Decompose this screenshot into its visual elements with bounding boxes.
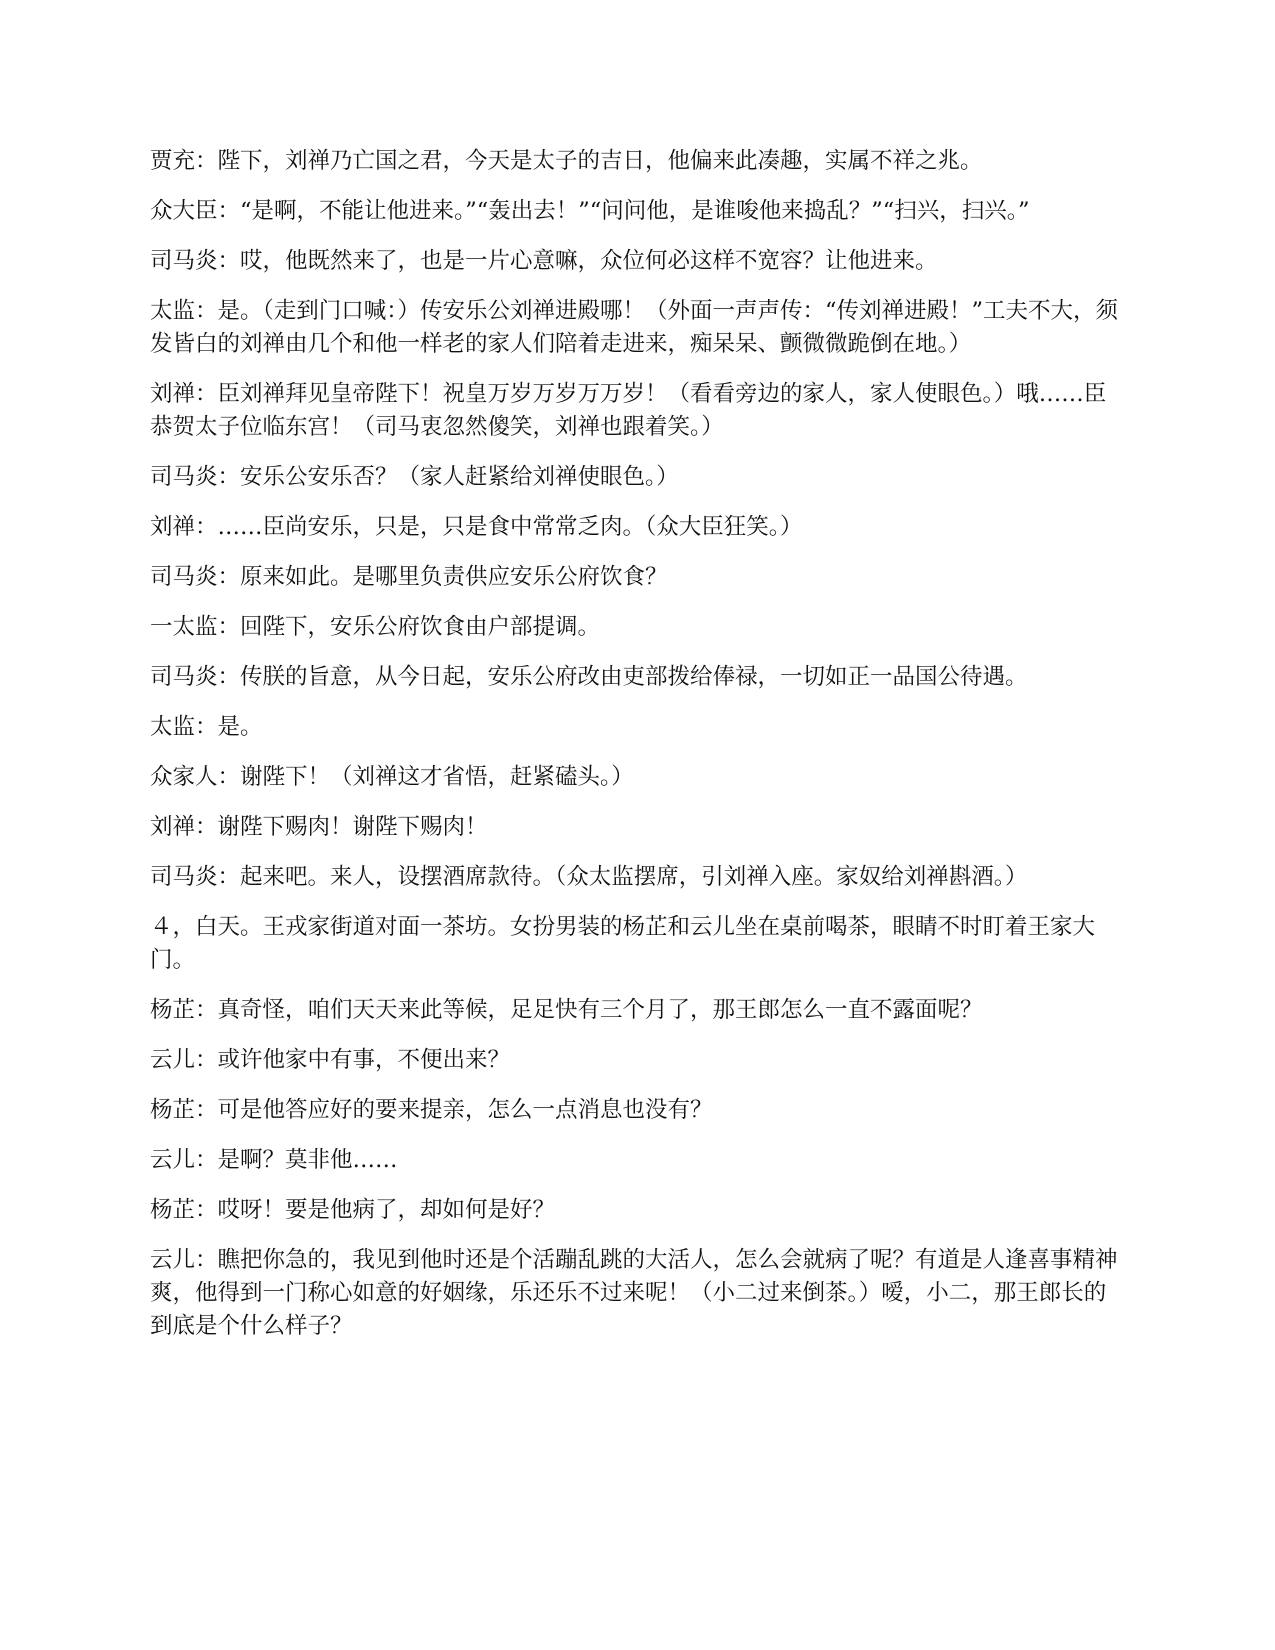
dialogue-paragraph: 刘禅：臣刘禅拜见皇帝陛下！祝皇万岁万岁万万岁！（看看旁边的家人，家人使眼色。）哦……臣恭贺太子位临东宫！（司马衷忽然傻笑，刘禅也跟着笑。） (150, 381, 1107, 440)
dialogue-paragraph: 云儿：或许他家中有事，不便出来？ (150, 1047, 511, 1073)
dialogue-paragraph: 贾充：陛下，刘禅乃亡国之君，今天是太子的吉日，他偏来此凑趣，实属不祥之兆。 (150, 148, 983, 174)
dialogue-paragraph: 司马炎：原来如此。是哪里负责供应安乐公府饮食？ (150, 564, 668, 590)
dialogue-paragraph: 众大臣：“是啊，不能让他进来。”“轰出去！”“问问他，是谁唆他来捣乱？”“扫兴，扫兴。” (150, 198, 1030, 224)
dialogue-paragraph: 云儿：瞧把你急的，我见到他时还是个活蹦乱跳的大活人，怎么会就病了呢？有道是人逢喜事精神爽，他得到一门称心如意的好姻缘，乐还乐不过来呢！（小二过来倒茶。）嗳，小二，那王郎长的到底是个什么样子？ (150, 1247, 1118, 1339)
dialogue-paragraph: 杨芷：哎呀！要是他病了，却如何是好？ (150, 1197, 556, 1223)
dialogue-paragraph: 一太监：回陛下，安乐公府饮食由户部提调。 (150, 614, 601, 640)
dialogue-paragraph: 太监：是。（走到门口喊：）传安乐公刘禅进殿哪！（外面一声声传：“传刘禅进殿！”工夫不大，须发皆白的刘禅由几个和他一样老的家人们陪着走进来，痴呆呆、颤微微跪倒在地。） (150, 298, 1119, 357)
scene-heading-paragraph: ４，白天。王戎家街道对面一茶坊。女扮男装的杨芷和云儿坐在桌前喝茶，眼睛不时盯着王家大门。 (150, 914, 1096, 973)
dialogue-paragraph: 众家人：谢陛下！（刘禅这才省悟，赶紧磕头。） (150, 764, 634, 790)
dialogue-paragraph: 杨芷：可是他答应好的要来提亲，怎么一点消息也没有？ (150, 1097, 713, 1123)
dialogue-paragraph: 云儿：是啊？莫非他…… (150, 1147, 398, 1173)
dialogue-paragraph: 刘禅：……臣尚安乐，只是，只是食中常常乏肉。（众大臣狂笑。） (150, 514, 803, 540)
dialogue-paragraph: 太监：是。 (150, 714, 263, 740)
dialogue-paragraph: 杨芷：真奇怪，咱们天天来此等候，足足快有三个月了，那王郎怎么一直不露面呢？ (150, 997, 983, 1023)
dialogue-paragraph: 司马炎：安乐公安乐否？（家人赶紧给刘禅使眼色。） (150, 464, 679, 490)
dialogue-paragraph: 司马炎：哎，他既然来了，也是一片心意嘛，众位何必这样不宽容？让他进来。 (150, 248, 938, 274)
dialogue-paragraph: 刘禅：谢陛下赐肉！谢陛下赐肉！ (150, 814, 488, 840)
script-text-body (150, 145, 1125, 1360)
dialogue-paragraph: 司马炎：起来吧。来人，设摆酒席款待。（众太监摆席，引刘禅入座。家奴给刘禅斟酒。） (150, 864, 1028, 890)
dialogue-paragraph: 司马炎：传朕的旨意，从今日起，安乐公府改由吏部拨给俸禄，一切如正一品国公待遇。 (150, 664, 1028, 690)
